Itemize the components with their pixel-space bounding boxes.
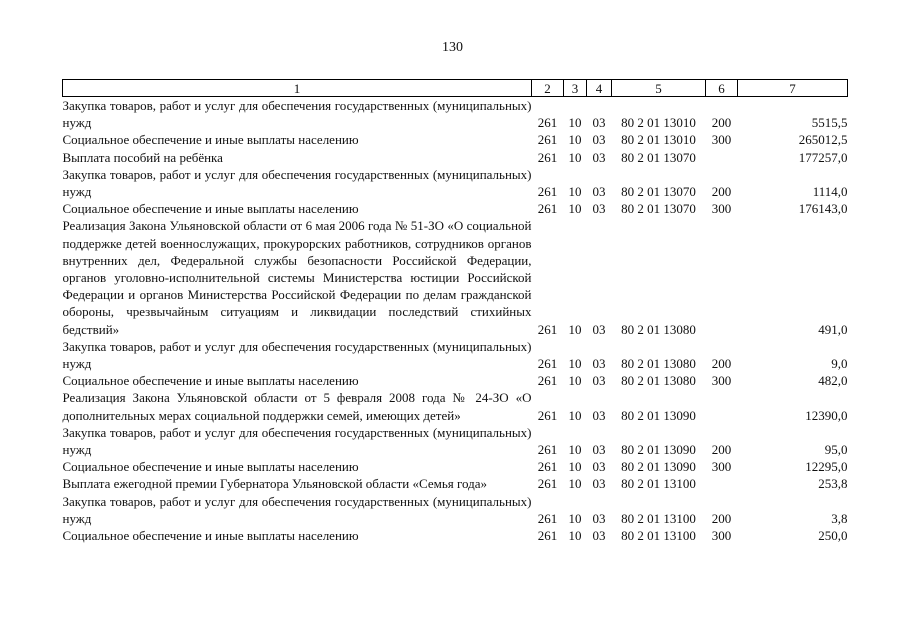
row-amount: 9,0: [831, 356, 848, 372]
table-row: [63, 458, 848, 475]
row-code-3: 10: [568, 201, 582, 217]
column-header: 7: [738, 80, 848, 97]
row-code-5: 80 2 01 13100: [621, 476, 696, 492]
row-code-2: 261: [537, 528, 558, 544]
column-header: 3: [564, 80, 587, 97]
row-amount: 95,0: [824, 442, 848, 458]
row-code-6: 300: [711, 528, 732, 544]
table-row: [63, 217, 848, 337]
column-header: 5: [612, 80, 706, 97]
row-code-5: 80 2 01 13010: [621, 115, 696, 131]
budget-table: [62, 79, 848, 544]
row-code-6: 200: [711, 356, 732, 372]
row-code-5: 80 2 01 13090: [621, 459, 696, 475]
column-header: 6: [706, 80, 738, 97]
table-row: [63, 131, 848, 148]
row-code-3: 10: [568, 373, 582, 389]
row-code-2: 261: [537, 442, 558, 458]
row-code-6: 200: [711, 115, 732, 131]
row-code-4: 03: [592, 459, 606, 475]
row-code-6: [706, 149, 738, 166]
row-description: Социальное обеспечение и иные выплаты населению: [62, 132, 359, 148]
row-code-3: 10: [568, 132, 582, 148]
row-amount: 12390,0: [805, 407, 848, 423]
row-code-3: 10: [568, 476, 582, 492]
row-code-2: 261: [537, 184, 558, 200]
row-code-4: 03: [592, 321, 606, 337]
row-code-6: [706, 389, 738, 423]
row-description: Закупка товаров, работ и услуг для обеспечения государственных (муниципальных) нужд: [62, 98, 532, 131]
table-row: [63, 493, 848, 527]
row-code-2: 261: [537, 132, 558, 148]
row-code-4: 03: [592, 149, 606, 165]
table-row: [63, 424, 848, 458]
row-code-3: 10: [568, 442, 582, 458]
column-header: 1: [63, 80, 532, 97]
column-header: 2: [532, 80, 564, 97]
row-description: Социальное обеспечение и иные выплаты населению: [62, 201, 359, 217]
row-code-6: 300: [711, 201, 732, 217]
row-code-4: 03: [592, 132, 606, 148]
row-code-2: 261: [537, 356, 558, 372]
row-code-5: 80 2 01 13100: [621, 528, 696, 544]
row-code-4: 03: [592, 476, 606, 492]
row-description: Закупка товаров, работ и услуг для обеспечения государственных (муниципальных) нужд: [62, 424, 532, 458]
row-description: Выплата пособий на ребёнка: [62, 149, 223, 165]
row-description: Социальное обеспечение и иные выплаты населению: [62, 528, 359, 544]
row-code-6: [706, 217, 738, 337]
row-amount: 265012,5: [798, 132, 848, 148]
row-code-2: 261: [537, 149, 558, 165]
row-code-2: 261: [537, 201, 558, 217]
row-description: Реализация Закона Ульяновской области от 6 мая 2006 года № 51-ЗО «О социальной поддержке детей военнослужащих, прокурорских работников, сотрудников органов внутренних дел, Федеральной службы безопасности Российской Федерации, органов уголовно-исполнительной системы Министерства юстиции Российской Федерации и органов Министерства Российской Федерации по делам гражданской обороны, чрезвычайным ситуациям и ликвидации последствий стихийных бедствий»: [62, 218, 532, 337]
table-row: [63, 527, 848, 544]
table-row: [63, 475, 848, 492]
row-code-5: 80 2 01 13090: [621, 407, 696, 423]
row-code-4: 03: [592, 510, 606, 526]
table-row: [63, 372, 848, 389]
row-code-2: 261: [537, 459, 558, 475]
row-code-4: 03: [592, 184, 606, 200]
row-code-2: 261: [537, 510, 558, 526]
row-code-5: 80 2 01 13070: [621, 184, 696, 200]
row-amount: 177257,0: [798, 149, 848, 165]
row-code-6: 300: [711, 459, 732, 475]
row-description: Закупка товаров, работ и услуг для обеспечения государственных (муниципальных) нужд: [62, 493, 532, 526]
row-code-4: 03: [592, 407, 606, 423]
row-description: Выплата ежегодной премии Губернатора Ульяновской области «Семья года»: [62, 476, 487, 492]
row-code-5: 80 2 01 13080: [621, 373, 696, 389]
row-code-2: 261: [537, 321, 558, 337]
row-amount: 250,0: [818, 528, 848, 544]
row-code-3: 10: [568, 321, 582, 337]
table-row: [63, 338, 848, 372]
table-row: [63, 389, 848, 423]
row-code-3: 10: [568, 528, 582, 544]
row-amount: 3,8: [831, 510, 848, 526]
row-code-2: 261: [537, 407, 558, 423]
row-code-4: 03: [592, 373, 606, 389]
row-code-4: 03: [592, 201, 606, 217]
row-code-3: 10: [568, 356, 582, 372]
row-amount: 482,0: [818, 373, 848, 389]
row-amount: 1114,0: [812, 184, 848, 200]
table-row: [63, 166, 848, 200]
row-description: Социальное обеспечение и иные выплаты населению: [62, 373, 359, 389]
row-amount: 176143,0: [798, 201, 848, 217]
column-header: 4: [587, 80, 612, 97]
row-code-3: 10: [568, 510, 582, 526]
row-description: Социальное обеспечение и иные выплаты населению: [62, 459, 359, 475]
row-code-4: 03: [592, 528, 606, 544]
row-code-3: 10: [568, 149, 582, 165]
row-amount: 12295,0: [805, 459, 848, 475]
row-amount: 253,8: [818, 476, 848, 492]
row-amount: 491,0: [818, 321, 848, 337]
table-body: [63, 97, 848, 545]
row-amount: 5515,5: [811, 115, 848, 131]
row-code-2: 261: [537, 115, 558, 131]
table-row: [63, 97, 848, 132]
row-code-6: 200: [711, 184, 732, 200]
row-code-6: 200: [711, 510, 732, 526]
row-code-6: 300: [711, 132, 732, 148]
row-code-5: 80 2 01 13070: [621, 201, 696, 217]
table-header: [63, 80, 848, 97]
row-code-2: 261: [537, 373, 558, 389]
row-code-6: 200: [711, 442, 732, 458]
row-code-5: 80 2 01 13070: [621, 149, 696, 165]
row-code-3: 10: [568, 115, 582, 131]
row-code-3: 10: [568, 407, 582, 423]
row-code-5: 80 2 01 13080: [621, 321, 696, 337]
row-code-4: 03: [592, 442, 606, 458]
row-code-6: 300: [711, 373, 732, 389]
table-row: [63, 149, 848, 166]
row-code-3: 10: [568, 184, 582, 200]
row-code-4: 03: [592, 356, 606, 372]
row-description: Реализация Закона Ульяновской области от 5 февраля 2008 года № 24-ЗО «О дополнительных мерах социальной поддержки семей, имеющих детей»: [62, 390, 532, 423]
row-code-6: [706, 475, 738, 492]
row-description: Закупка товаров, работ и услуг для обеспечения государственных (муниципальных) нужд: [62, 166, 532, 200]
table-row: [63, 200, 848, 217]
row-code-5: 80 2 01 13100: [621, 510, 696, 526]
page-number: 130: [442, 40, 463, 55]
row-description: Закупка товаров, работ и услуг для обеспечения государственных (муниципальных) нужд: [62, 338, 532, 372]
row-code-4: 03: [592, 115, 606, 131]
row-code-5: 80 2 01 13090: [621, 442, 696, 458]
row-code-2: 261: [537, 476, 558, 492]
row-code-5: 80 2 01 13010: [621, 132, 696, 148]
row-code-5: 80 2 01 13080: [621, 356, 696, 372]
row-code-3: 10: [568, 459, 582, 475]
